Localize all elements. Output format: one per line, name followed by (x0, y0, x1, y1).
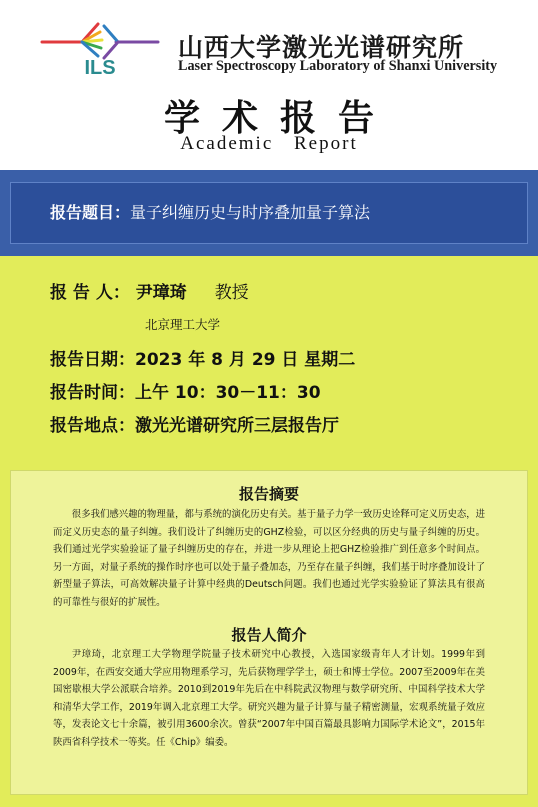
speaker-name: 尹璋琦 (135, 283, 187, 303)
abstract-text: 很多我们感兴趣的物理量，都与系统的演化历史有关。基于量子力学一致历史诠释可定义历史态，进而定义历史态的量子纠缠。我们设计了纠缠历史的GHZ检验，可以区分经典的历史与量子纠缠的历史。我们通过光学实验验证了量子纠缠历史的存在，并进一步从理论上把GHZ检验推广到任意多个时间点。另一方面，对量子系统的操作时序也可以处于量子叠加态，乃至存在量子纠缠，我们基于时序叠加设计了新型量子算法，可高效解决量子计算中经典的Deutsch问题。我们也通过光学实验验证了算法具有很高的可靠性与很好的扩展性。 (53, 509, 485, 608)
speaker-affiliation: 北京理工大学 (145, 317, 221, 332)
date-label: 报告日期： (50, 350, 135, 370)
date-row (50, 345, 355, 370)
poster-header (0, 0, 538, 170)
time-value: 上午 10：30－11：30 (135, 383, 321, 403)
bio-text: 尹璋琦，北京理工大学物理学院量子技术研究中心教授，入选国家级青年人才计划。1999年到2009年，在西安交通大学应用物理系学习，先后获物理学学士，硕士和博士学位。2007至2009年在美国密歇根大学公派联合培养。2010到2019年先后在中科院武汉物理与数学研究所、中国科学技术大学和清华大学工作，2019年调入北京理工大学。研究兴趣为量子计算与量子精密测量，宏观系统量子效应等，发表论文七十余篇，被引用3600余次。曾获“2007年中国百篇最具影响力国际学术论文”，2015年陕西省科学技术一等奖。任《Chip》编委。 (53, 649, 485, 748)
abstract-title: 报告摘要 (238, 485, 299, 503)
speaker-row (50, 278, 249, 303)
place-label: 报告地点： (50, 416, 135, 436)
time-row (50, 378, 321, 403)
report-topic (50, 200, 370, 223)
speaker-title: 教授 (214, 283, 249, 303)
topic-label: 报告题目： (50, 203, 131, 222)
poster-title-en: Academic Report (180, 133, 358, 154)
place-row (50, 411, 339, 436)
bio-title: 报告人简介 (231, 626, 307, 644)
poster-title-cn: 学术报告 (163, 97, 396, 139)
org-name-en: Laser Spectroscopy Laboratory of Shanxi University (178, 58, 498, 74)
time-label: 报告时间： (50, 383, 135, 403)
speaker-label: 报 告 人： (50, 283, 130, 303)
topic-value: 量子纠缠历史与时序叠加量子算法 (130, 203, 371, 222)
ils-logo (38, 14, 162, 78)
logo-text: ILS (84, 57, 116, 78)
org-name-cn: 山西大学激光光谱研究所 (178, 33, 465, 62)
date-value: 2023 年 8 月 29 日 星期二 (135, 350, 356, 370)
place-value: 激光光谱研究所三层报告厅 (135, 416, 339, 436)
